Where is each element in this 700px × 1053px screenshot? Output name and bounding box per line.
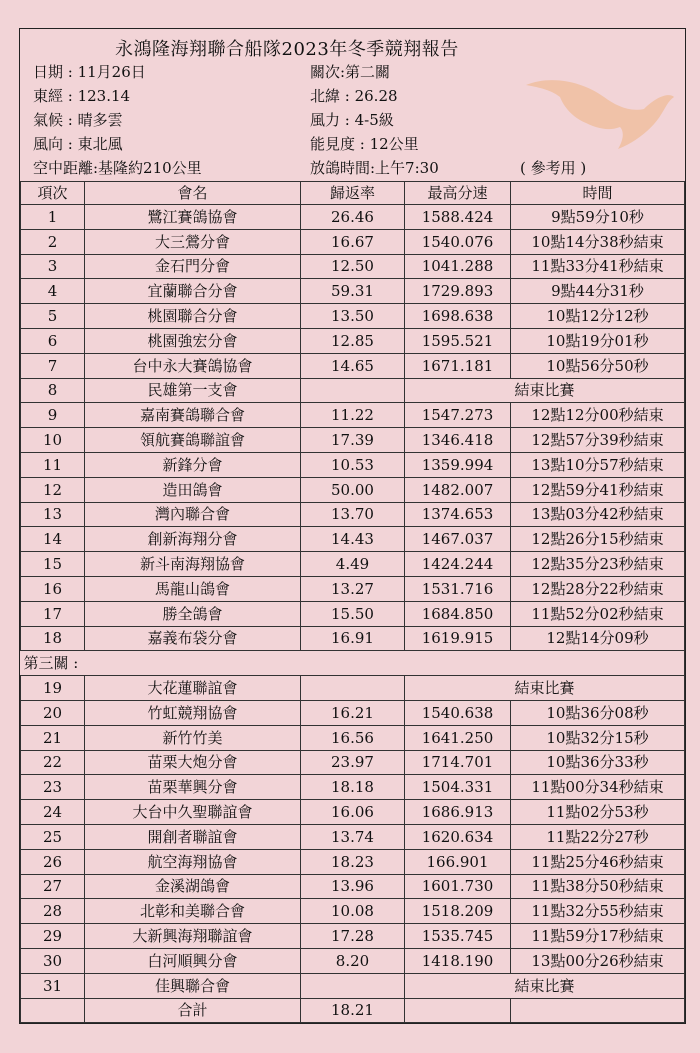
club-name-cell: 馬龍山鴿會 bbox=[85, 576, 301, 601]
top-speed-cell: 1686.913 bbox=[405, 800, 511, 825]
time-cell: 9點44分31秒 bbox=[511, 279, 685, 304]
table-row bbox=[21, 775, 685, 800]
rank-cell bbox=[21, 998, 85, 1023]
table-row bbox=[21, 601, 685, 626]
return-rate-cell: 18.18 bbox=[301, 775, 405, 800]
time-cell: 12點14分09秒 bbox=[511, 626, 685, 651]
rank-cell: 項次 bbox=[21, 182, 85, 205]
release-time-text: 放鴿時間:上午7:30 bbox=[310, 159, 439, 177]
table-row bbox=[21, 676, 685, 701]
table-row bbox=[21, 229, 685, 254]
return-rate-cell: 4.49 bbox=[301, 552, 405, 577]
club-name-cell: 新鋒分會 bbox=[85, 452, 301, 477]
rank-cell: 31 bbox=[21, 973, 85, 998]
top-speed-cell: 最高分速 bbox=[405, 182, 511, 205]
rank-cell: 4 bbox=[21, 279, 85, 304]
time-cell: 10點19分01秒 bbox=[511, 328, 685, 353]
reference-note: ( 參考用 ) bbox=[520, 159, 587, 177]
top-speed-cell: 1714.701 bbox=[405, 750, 511, 775]
rank-cell: 6 bbox=[21, 328, 85, 353]
return-rate-cell: 12.50 bbox=[301, 254, 405, 279]
top-speed-cell: 1540.638 bbox=[405, 700, 511, 725]
table-row bbox=[21, 452, 685, 477]
club-name-cell: 創新海翔分會 bbox=[85, 527, 301, 552]
table-row bbox=[21, 353, 685, 378]
wind-force-text: 風力 : 4-5級 bbox=[310, 111, 394, 129]
stage-text: 關次:第二關 bbox=[310, 63, 391, 81]
club-name-cell: 開創者聯誼會 bbox=[85, 824, 301, 849]
top-speed-cell: 166.901 bbox=[405, 849, 511, 874]
top-speed-cell: 1540.076 bbox=[405, 229, 511, 254]
top-speed-cell: 1729.893 bbox=[405, 279, 511, 304]
return-rate-cell: 16.91 bbox=[301, 626, 405, 651]
table-row bbox=[21, 279, 685, 304]
time-cell: 13點00分26秒結束 bbox=[511, 948, 685, 973]
time-cell: 11點02分53秒 bbox=[511, 800, 685, 825]
top-speed-cell: 1467.037 bbox=[405, 527, 511, 552]
section-label: 第三關 : bbox=[21, 651, 685, 676]
club-name-cell: 大花蓮聯誼會 bbox=[85, 676, 301, 701]
top-speed-cell: 1601.730 bbox=[405, 874, 511, 899]
return-rate-cell: 14.65 bbox=[301, 353, 405, 378]
club-name-cell: 領航賽鴿聯誼會 bbox=[85, 428, 301, 453]
top-speed-cell: 1518.209 bbox=[405, 899, 511, 924]
table-row bbox=[21, 899, 685, 924]
table-row bbox=[21, 725, 685, 750]
rank-cell: 30 bbox=[21, 948, 85, 973]
time-cell: 11點22分27秒 bbox=[511, 824, 685, 849]
club-name-cell: 嘉南賽鴿聯合會 bbox=[85, 403, 301, 428]
header-row bbox=[21, 182, 685, 205]
table-row bbox=[21, 428, 685, 453]
rank-cell: 26 bbox=[21, 849, 85, 874]
club-name-cell: 灣內聯合會 bbox=[85, 502, 301, 527]
time-cell: 11點25分46秒結束 bbox=[511, 849, 685, 874]
rank-cell: 7 bbox=[21, 353, 85, 378]
table-row bbox=[21, 403, 685, 428]
club-name-cell: 金溪湖鴿會 bbox=[85, 874, 301, 899]
club-name-cell: 大三鶯分會 bbox=[85, 229, 301, 254]
rank-cell: 25 bbox=[21, 824, 85, 849]
rank-cell: 3 bbox=[21, 254, 85, 279]
return-rate-cell bbox=[301, 973, 405, 998]
table-row bbox=[21, 973, 685, 998]
top-speed-cell: 1482.007 bbox=[405, 477, 511, 502]
table-row bbox=[21, 502, 685, 527]
club-name-cell: 白河順興分會 bbox=[85, 948, 301, 973]
rank-cell: 29 bbox=[21, 924, 85, 949]
results-table bbox=[20, 181, 685, 1023]
wind-direction-text: 風向 : 東北風 bbox=[33, 135, 123, 153]
club-name-cell: 造田鴿會 bbox=[85, 477, 301, 502]
return-rate-cell: 26.46 bbox=[301, 205, 405, 230]
return-rate-cell bbox=[301, 676, 405, 701]
time-cell: 10點14分38秒結束 bbox=[511, 229, 685, 254]
top-speed-cell: 1359.994 bbox=[405, 452, 511, 477]
rank-cell: 11 bbox=[21, 452, 85, 477]
top-speed-cell: 1535.745 bbox=[405, 924, 511, 949]
time-cell: 11點33分41秒結束 bbox=[511, 254, 685, 279]
club-name-cell: 竹虹競翔協會 bbox=[85, 700, 301, 725]
club-name-cell: 大新興海翔聯誼會 bbox=[85, 924, 301, 949]
time-cell: 12點35分23秒結束 bbox=[511, 552, 685, 577]
rank-cell: 16 bbox=[21, 576, 85, 601]
total-row bbox=[21, 998, 685, 1023]
time-cell: 時間 bbox=[511, 182, 685, 205]
return-rate-cell: 10.08 bbox=[301, 899, 405, 924]
return-rate-cell: 18.23 bbox=[301, 849, 405, 874]
club-name-cell: 大台中久聖聯誼會 bbox=[85, 800, 301, 825]
club-name-cell: 苗栗華興分會 bbox=[85, 775, 301, 800]
return-rate-cell: 23.97 bbox=[301, 750, 405, 775]
table-row bbox=[21, 328, 685, 353]
return-rate-cell: 16.67 bbox=[301, 229, 405, 254]
time-cell: 9點59分10秒 bbox=[511, 205, 685, 230]
club-name-cell: 北彰和美聯合會 bbox=[85, 899, 301, 924]
time-cell: 10點32分15秒 bbox=[511, 725, 685, 750]
rank-cell: 21 bbox=[21, 725, 85, 750]
time-cell: 12點12分00秒結束 bbox=[511, 403, 685, 428]
return-rate-cell: 59.31 bbox=[301, 279, 405, 304]
time-cell bbox=[511, 998, 685, 1023]
time-cell: 11點59分17秒結束 bbox=[511, 924, 685, 949]
rank-cell: 19 bbox=[21, 676, 85, 701]
table-row bbox=[21, 304, 685, 329]
club-name-cell: 鷺江賽鴿協會 bbox=[85, 205, 301, 230]
time-cell: 12點57分39秒結束 bbox=[511, 428, 685, 453]
time-cell: 10點36分33秒 bbox=[511, 750, 685, 775]
rank-cell: 24 bbox=[21, 800, 85, 825]
date-text: 日期 : 11月26日 bbox=[33, 63, 146, 81]
rank-cell: 15 bbox=[21, 552, 85, 577]
page-title: 永鴻隆海翔聯合船隊2023年冬季競翔報告 bbox=[115, 39, 459, 60]
section-row bbox=[21, 651, 685, 676]
top-speed-cell: 1531.716 bbox=[405, 576, 511, 601]
club-name-cell: 航空海翔協會 bbox=[85, 849, 301, 874]
return-rate-cell: 17.39 bbox=[301, 428, 405, 453]
return-rate-cell: 11.22 bbox=[301, 403, 405, 428]
top-speed-cell: 1684.850 bbox=[405, 601, 511, 626]
return-rate-cell: 13.96 bbox=[301, 874, 405, 899]
time-cell: 10點36分08秒 bbox=[511, 700, 685, 725]
weather-text: 氣候 : 晴多雲 bbox=[33, 111, 123, 129]
table-row bbox=[21, 750, 685, 775]
return-rate-cell: 13.50 bbox=[301, 304, 405, 329]
club-name-cell: 桃園強宏分會 bbox=[85, 328, 301, 353]
top-speed-cell: 1595.521 bbox=[405, 328, 511, 353]
rank-cell: 22 bbox=[21, 750, 85, 775]
table-row bbox=[21, 924, 685, 949]
return-rate-cell: 17.28 bbox=[301, 924, 405, 949]
table-row bbox=[21, 552, 685, 577]
rank-cell: 23 bbox=[21, 775, 85, 800]
report-sheet bbox=[19, 28, 686, 1024]
club-name-cell: 會名 bbox=[85, 182, 301, 205]
rank-cell: 20 bbox=[21, 700, 85, 725]
table-row bbox=[21, 948, 685, 973]
return-rate-cell: 14.43 bbox=[301, 527, 405, 552]
time-cell: 12點59分41秒結束 bbox=[511, 477, 685, 502]
top-speed-cell: 1641.250 bbox=[405, 725, 511, 750]
return-rate-cell: 16.56 bbox=[301, 725, 405, 750]
return-rate-cell: 12.85 bbox=[301, 328, 405, 353]
club-name-cell: 桃園聯合分會 bbox=[85, 304, 301, 329]
time-cell: 10點56分50秒 bbox=[511, 353, 685, 378]
club-name-cell: 佳興聯合會 bbox=[85, 973, 301, 998]
top-speed-cell: 1374.653 bbox=[405, 502, 511, 527]
top-speed-cell: 1547.273 bbox=[405, 403, 511, 428]
race-ended-cell: 結束比賽 bbox=[405, 378, 685, 403]
rank-cell: 9 bbox=[21, 403, 85, 428]
rank-cell: 12 bbox=[21, 477, 85, 502]
return-rate-cell: 18.21 bbox=[301, 998, 405, 1023]
club-name-cell: 合計 bbox=[85, 998, 301, 1023]
rank-cell: 2 bbox=[21, 229, 85, 254]
club-name-cell: 嘉義布袋分會 bbox=[85, 626, 301, 651]
return-rate-cell: 10.53 bbox=[301, 452, 405, 477]
top-speed-cell bbox=[405, 998, 511, 1023]
club-name-cell: 台中永大賽鴿協會 bbox=[85, 353, 301, 378]
club-name-cell: 勝全鴿會 bbox=[85, 601, 301, 626]
club-name-cell: 苗栗大炮分會 bbox=[85, 750, 301, 775]
return-rate-cell: 13.70 bbox=[301, 502, 405, 527]
rank-cell: 1 bbox=[21, 205, 85, 230]
time-cell: 11點52分02秒結束 bbox=[511, 601, 685, 626]
race-ended-cell: 結束比賽 bbox=[405, 676, 685, 701]
rank-cell: 18 bbox=[21, 626, 85, 651]
return-rate-cell: 歸返率 bbox=[301, 182, 405, 205]
return-rate-cell: 13.74 bbox=[301, 824, 405, 849]
table-row bbox=[21, 824, 685, 849]
latitude-text: 北緯 : 26.28 bbox=[310, 87, 398, 105]
rank-cell: 28 bbox=[21, 899, 85, 924]
table-row bbox=[21, 477, 685, 502]
top-speed-cell: 1504.331 bbox=[405, 775, 511, 800]
return-rate-cell: 8.20 bbox=[301, 948, 405, 973]
dove-logo-icon bbox=[520, 67, 675, 159]
top-speed-cell: 1346.418 bbox=[405, 428, 511, 453]
table-row bbox=[21, 874, 685, 899]
top-speed-cell: 1619.915 bbox=[405, 626, 511, 651]
return-rate-cell: 16.06 bbox=[301, 800, 405, 825]
club-name-cell: 宜蘭聯合分會 bbox=[85, 279, 301, 304]
club-name-cell: 新斗南海翔協會 bbox=[85, 552, 301, 577]
time-cell: 11點00分34秒結束 bbox=[511, 775, 685, 800]
rank-cell: 27 bbox=[21, 874, 85, 899]
table-row bbox=[21, 205, 685, 230]
table-row bbox=[21, 700, 685, 725]
race-ended-cell: 結束比賽 bbox=[405, 973, 685, 998]
top-speed-cell: 1424.244 bbox=[405, 552, 511, 577]
rank-cell: 5 bbox=[21, 304, 85, 329]
time-cell: 11點38分50秒結束 bbox=[511, 874, 685, 899]
return-rate-cell bbox=[301, 378, 405, 403]
club-name-cell: 金石門分會 bbox=[85, 254, 301, 279]
return-rate-cell: 15.50 bbox=[301, 601, 405, 626]
visibility-text: 能見度 : 12公里 bbox=[310, 135, 419, 153]
time-cell: 12點28分22秒結束 bbox=[511, 576, 685, 601]
top-speed-cell: 1418.190 bbox=[405, 948, 511, 973]
top-speed-cell: 1671.181 bbox=[405, 353, 511, 378]
rank-cell: 14 bbox=[21, 527, 85, 552]
time-cell: 11點32分55秒結束 bbox=[511, 899, 685, 924]
table-row bbox=[21, 849, 685, 874]
time-cell: 12點26分15秒結束 bbox=[511, 527, 685, 552]
rank-cell: 17 bbox=[21, 601, 85, 626]
return-rate-cell: 13.27 bbox=[301, 576, 405, 601]
top-speed-cell: 1041.288 bbox=[405, 254, 511, 279]
top-speed-cell: 1588.424 bbox=[405, 205, 511, 230]
time-cell: 10點12分12秒 bbox=[511, 304, 685, 329]
table-row bbox=[21, 254, 685, 279]
table-row bbox=[21, 576, 685, 601]
table-row bbox=[21, 378, 685, 403]
table-row bbox=[21, 800, 685, 825]
rank-cell: 10 bbox=[21, 428, 85, 453]
table-row bbox=[21, 626, 685, 651]
time-cell: 13點03分42秒結束 bbox=[511, 502, 685, 527]
rank-cell: 13 bbox=[21, 502, 85, 527]
club-name-cell: 新竹竹美 bbox=[85, 725, 301, 750]
time-cell: 13點10分57秒結束 bbox=[511, 452, 685, 477]
top-speed-cell: 1620.634 bbox=[405, 824, 511, 849]
table-row bbox=[21, 527, 685, 552]
rank-cell: 8 bbox=[21, 378, 85, 403]
distance-text: 空中距離:基隆約210公里 bbox=[33, 159, 202, 177]
return-rate-cell: 50.00 bbox=[301, 477, 405, 502]
club-name-cell: 民雄第一支會 bbox=[85, 378, 301, 403]
return-rate-cell: 16.21 bbox=[301, 700, 405, 725]
longitude-text: 東經 : 123.14 bbox=[33, 87, 131, 105]
top-speed-cell: 1698.638 bbox=[405, 304, 511, 329]
